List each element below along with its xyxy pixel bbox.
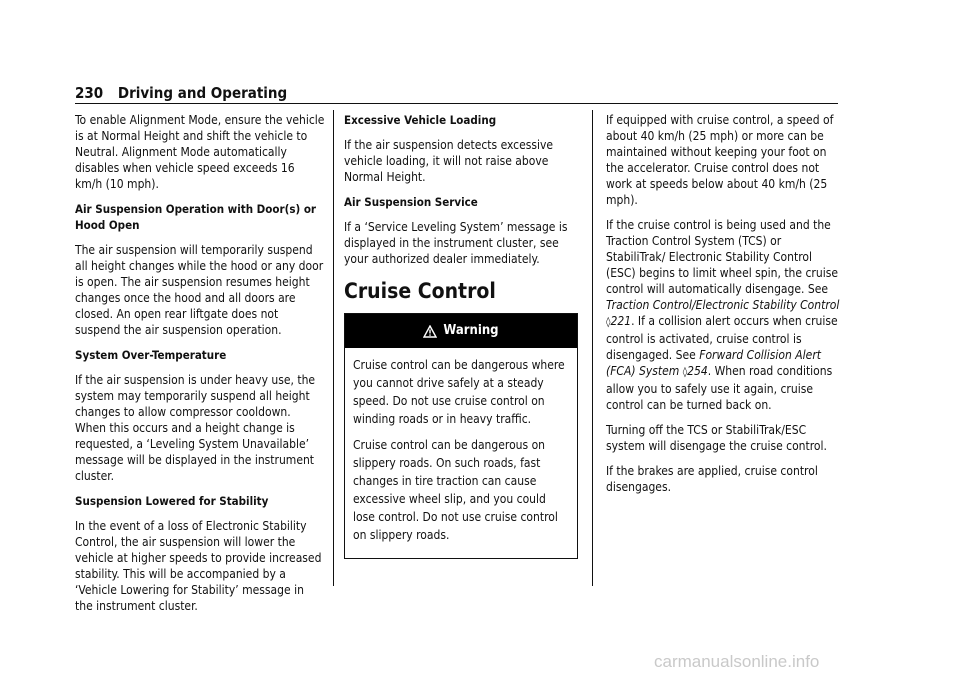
text-run: . When road conditions allow you to safely use it again, cruise control can be turned back on. [606, 364, 833, 412]
subheading: Air Suspension Service [344, 195, 478, 209]
text-run: . If a collision alert occurs when cruise control is activated, cruise control is disengaged. See [606, 314, 838, 362]
column-right [606, 112, 842, 504]
page-header [75, 84, 287, 102]
page-ref-icon: ◊ [682, 367, 688, 378]
subheading: Suspension Lowered for Stability [75, 494, 269, 508]
page-reference[interactable]: 254 [687, 364, 708, 378]
subheading: System Over-Temperature [75, 348, 227, 362]
warning-header [345, 314, 577, 348]
section-heading: Cruise Control [344, 279, 496, 303]
paragraph: To enable Alignment Mode, ensure the vehicle is at Normal Height and shift the vehicle to Neutral. Alignment Mode automatically disables when vehicle speed exceeds 16 km/h (10 mph). [75, 113, 325, 191]
paragraph: In the event of a loss of Electronic Stability Control, the air suspension will lower the vehicle at higher speeds to provide increased stability. This will be accompanied by a ‘Vehicle Lowering for Stability’ message in the instrument cluster. [75, 519, 322, 613]
column-divider-1 [333, 110, 334, 586]
page-reference[interactable]: 221 [610, 314, 632, 328]
page-ref-icon: ◊ [606, 317, 611, 328]
paragraph: If the air suspension is under heavy use, the system may temporarily suspend all height changes to allow compressor cooldown. When this occurs and a height change is requested, a ‘Leveling System Unavailable’ message will be displayed in the instrument cluster. [75, 373, 316, 483]
paragraph [606, 217, 842, 413]
subheading: Excessive Vehicle Loading [344, 113, 497, 127]
paragraph: If equipped with cruise control, a speed of about 40 km/h (25 mph) or more can be maintained without keeping your foot on the accelerator. Cruise control does not work at speeds below about 40 km/h (25 mph). [606, 113, 834, 207]
paragraph: If the air suspension detects excessive vehicle loading, it will not raise above Normal Height. [344, 138, 554, 184]
column-middle [344, 112, 580, 559]
watermark: carmanualsonline.info [654, 652, 820, 671]
warning-body [345, 348, 577, 558]
cross-reference-link[interactable]: Forward Collision Alert (FCA) System [606, 348, 821, 378]
column-divider-2 [592, 110, 593, 586]
cross-reference-link[interactable]: Traction Control/Electronic Stability Control [606, 298, 840, 312]
page-number: 230 [75, 84, 104, 102]
column-left [75, 112, 325, 623]
paragraph: If the brakes are applied, cruise control disengages. [606, 464, 818, 494]
text-run: If the cruise control is being used and the Traction Control System (TCS) or StabiliTrak/ Electronic Stability Control (ESC) begins to limit wheel spin, the cruise control will automatically disengage. See [606, 218, 838, 296]
warning-box [344, 313, 578, 559]
section-title: Driving and Operating [117, 84, 288, 102]
paragraph: The air suspension will temporarily suspend all height changes while the hood or any door is open. The air suspension resumes height changes once the hood and all doors are closed. An open rear liftgate does not suspend the air suspension operation. [75, 243, 324, 337]
warning-text: Cruise control can be dangerous on slippery roads. On such roads, fast changes in tire traction can cause excessive wheel slip, and you could lose control. Do not use cruise control on slippery roads. [353, 438, 558, 542]
paragraph: If a ‘Service Leveling System’ message is displayed in the instrument cluster, see your authorized dealer immediately. [344, 220, 568, 266]
header-rule [75, 103, 838, 104]
warning-text: Cruise control can be dangerous where you cannot drive safely at a steady speed. Do not use cruise control on winding roads or in heavy traffic. [353, 358, 565, 426]
paragraph: Turning off the TCS or StabiliTrak/ESC system will disengage the cruise control. [606, 423, 827, 453]
subheading: Air Suspension Operation with Door(s) or Hood Open [75, 202, 317, 232]
warning-label: Warning [443, 323, 499, 338]
warning-triangle-icon [423, 325, 437, 338]
